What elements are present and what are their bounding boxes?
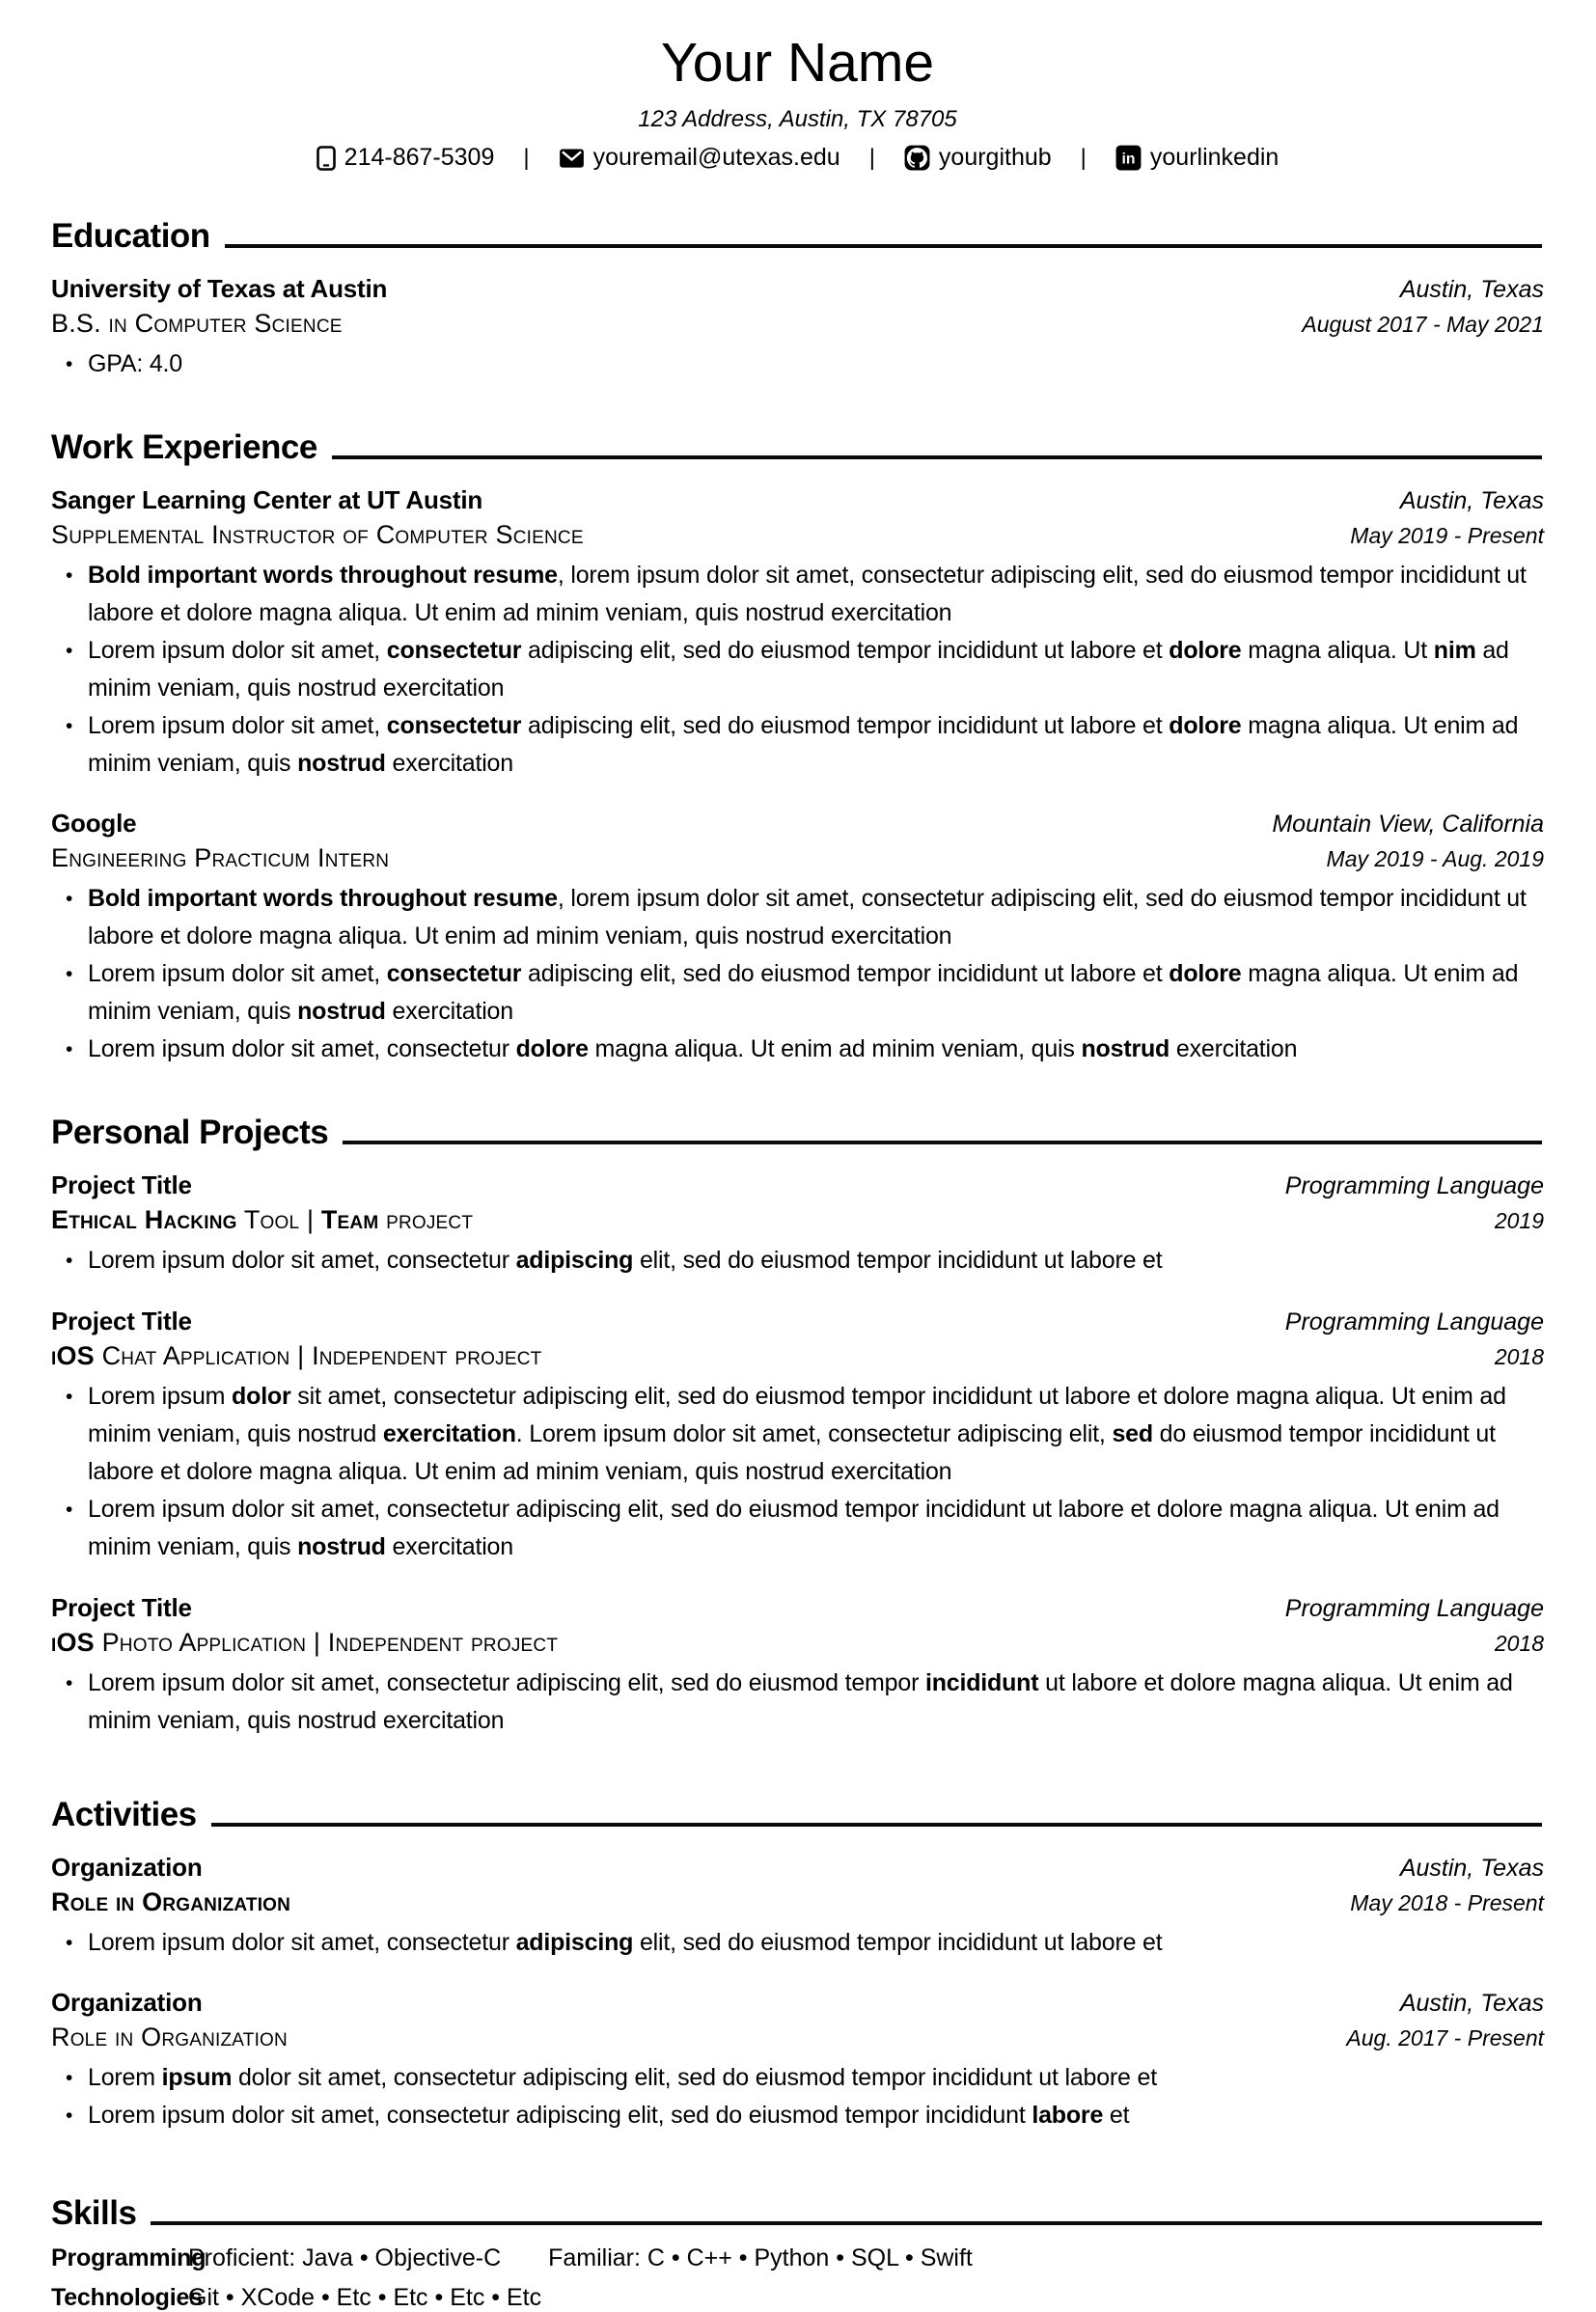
skill-row	[51, 2284, 1544, 2312]
activity-entry	[51, 1853, 1544, 1962]
linkedin-handle: yourlinkedin	[1149, 144, 1280, 171]
project-year: 2019	[1494, 1208, 1544, 1233]
section-title: Skills	[51, 2194, 137, 2232]
github-icon	[904, 145, 930, 171]
section-personal-projects	[51, 1114, 1544, 1740]
bullet-item: • Lorem ipsum dolor sit amet, consectetur adipiscing elit, sed do eiusmod tempor incididunt ut labore et dolore magna aliqua. Ut enim ad minim veniam, quis nostrud exercitation	[88, 1665, 1544, 1740]
section-title: Work Experience	[51, 428, 317, 466]
resume-header	[51, 31, 1544, 172]
bullet-item: • Lorem ipsum dolor sit amet, consectetur adipiscing elit, sed do eiusmod tempor incididunt ut labore et dolore magna aliqua. Ut enim ad minim veniam, quis nostrud exercitation. Lorem ipsum dolor sit amet, consectetur adipiscing elit, sed do eiusmod tempor incididunt ut labore et dolore magna aliqua. Ut enim ad minim veniam, quis nostrud exercitation	[88, 1378, 1544, 1491]
activity-entry	[51, 1988, 1544, 2134]
bullet-item: • Lorem ipsum dolor sit amet, consectetur adipiscing elit, sed do eiusmod tempor incididunt ut labore et dolore magna aliqua. Ut enim ad minim veniam, quis nostrud exercitation	[88, 707, 1544, 783]
project-subtitle: Ethical Hacking Tool | Team project	[51, 1205, 474, 1234]
email-icon	[559, 145, 585, 171]
organization-name: Organization	[51, 1988, 203, 2017]
section-rule	[211, 1823, 1542, 1827]
separator: |	[523, 144, 530, 171]
skill-values	[188, 2284, 541, 2312]
project-title: Project Title	[51, 1593, 192, 1622]
section-header	[51, 428, 1544, 467]
project-bullets	[51, 1242, 1544, 1280]
project-title: Project Title	[51, 1307, 192, 1335]
project-entry	[51, 1593, 1544, 1740]
phone-icon	[316, 146, 336, 171]
section-rule	[332, 455, 1542, 459]
project-entry	[51, 1307, 1544, 1566]
email-link[interactable]	[559, 144, 840, 172]
bullet-item: • Lorem ipsum dolor sit amet, consectetur adipiscing elit, sed do eiusmod tempor incididunt ut labore et	[88, 1242, 1544, 1280]
organization-name: Organization	[51, 1853, 203, 1882]
bullet-item: • Lorem ipsum dolor sit amet, consectetur adipiscing elit, sed do eiusmod tempor incididunt ut labore et dolore magna aliqua. Ut enim ad minim veniam, quis nostrud exercitation	[88, 1491, 1544, 1566]
bullet-item: • Lorem ipsum dolor sit amet, consectetur adipiscing elit, sed do eiusmod tempor incididunt ut labore et	[88, 2059, 1544, 2097]
svg-text:in: in	[1121, 151, 1136, 168]
skill-values-part: Proficient: Java • Objective-C	[188, 2244, 502, 2271]
employer-name: Sanger Learning Center at UT Austin	[51, 485, 483, 514]
skill-values-part: Familiar: C • C++ • Python • SQL • Swift	[548, 2244, 973, 2271]
activity-bullets	[51, 2059, 1544, 2134]
job-dates: May 2019 - Aug. 2019	[1326, 846, 1544, 871]
bullet-item: • Lorem ipsum dolor sit amet, consectetur adipiscing elit, sed do eiusmod tempor incididunt labore et	[88, 2097, 1544, 2134]
job-bullets	[51, 557, 1544, 783]
project-year: 2018	[1494, 1344, 1544, 1369]
section-header	[51, 1796, 1544, 1834]
bullet-item: • Lorem ipsum dolor sit amet, consectetur adipiscing elit, sed do eiusmod tempor incididunt ut labore et dolore magna aliqua. Ut enim ad minim veniam, quis nostrud exercitation	[88, 955, 1544, 1031]
section-education	[51, 217, 1544, 383]
project-language: Programming Language	[1284, 1595, 1544, 1622]
email-text: youremail@utexas.edu	[592, 144, 840, 171]
section-rule	[151, 2221, 1542, 2225]
project-subtitle: iOS Chat Application | Independent project	[51, 1341, 542, 1370]
skill-values	[188, 2244, 973, 2272]
project-language: Programming Language	[1284, 1172, 1544, 1199]
activity-bullets	[51, 1924, 1544, 1962]
education-dates: August 2017 - May 2021	[1302, 312, 1544, 337]
phone-number: 214-867-5309	[344, 144, 495, 171]
section-work-experience	[51, 428, 1544, 1068]
organization-role: Role in Organization	[51, 2023, 288, 2051]
github-handle: yourgithub	[938, 144, 1052, 171]
project-title: Project Title	[51, 1170, 192, 1199]
project-entry	[51, 1170, 1544, 1280]
section-skills	[51, 2194, 1544, 2312]
github-link[interactable]	[904, 144, 1052, 172]
project-subtitle: iOS Photo Application | Independent project	[51, 1628, 559, 1657]
organization-role: Role in Organization	[51, 1887, 291, 1916]
activity-dates: Aug. 2017 - Present	[1346, 2025, 1544, 2051]
bullet-item: • Lorem ipsum dolor sit amet, consectetur adipiscing elit, sed do eiusmod tempor incididunt ut labore et	[88, 1924, 1544, 1962]
job-dates: May 2019 - Present	[1350, 523, 1544, 548]
employer-location: Austin, Texas	[1399, 487, 1544, 514]
bullet-item: • GPA: 4.0	[88, 345, 1544, 383]
organization-location: Austin, Texas	[1399, 1855, 1544, 1882]
section-title: Education	[51, 217, 210, 255]
project-language: Programming Language	[1284, 1308, 1544, 1335]
skill-category: Technologies	[51, 2284, 203, 2311]
section-rule	[343, 1141, 1542, 1144]
section-title: Personal Projects	[51, 1114, 329, 1151]
project-bullets	[51, 1665, 1544, 1740]
school-location: Austin, Texas	[1399, 276, 1544, 303]
education-entry	[51, 274, 1544, 383]
separator: |	[868, 144, 875, 171]
phone-link[interactable]	[316, 144, 495, 172]
bullet-item: • Lorem ipsum dolor sit amet, consectetur adipiscing elit, sed do eiusmod tempor incididunt ut labore et dolore magna aliqua. Ut nim ad minim veniam, quis nostrud exercitation	[88, 632, 1544, 707]
section-activities	[51, 1796, 1544, 2134]
job-bullets	[51, 880, 1544, 1068]
skill-values-part: Git • XCode • Etc • Etc • Etc • Etc	[188, 2284, 542, 2311]
contact-line	[51, 144, 1544, 172]
bullet-item: • Lorem ipsum dolor sit amet, consectetur dolore magna aliqua. Ut enim ad minim veniam, quis nostrud exercitation	[88, 1031, 1544, 1068]
bullet-item: • Bold important words throughout resume, lorem ipsum dolor sit amet, consectetur adipiscing elit, sed do eiusmod tempor incididunt ut labore et dolore magna aliqua. Ut enim ad minim veniam, quis nostrud exercitation	[88, 557, 1544, 632]
skill-row	[51, 2244, 1544, 2272]
degree: B.S. in Computer Science	[51, 309, 343, 338]
section-header	[51, 217, 1544, 256]
section-header	[51, 2194, 1544, 2233]
address-line: 123 Address, Austin, TX 78705	[638, 106, 957, 132]
linkedin-icon	[1115, 145, 1142, 171]
work-entry	[51, 485, 1544, 783]
education-bullets	[51, 345, 1544, 383]
activity-dates: May 2018 - Present	[1350, 1890, 1544, 1915]
school-name: University of Texas at Austin	[51, 274, 388, 303]
project-bullets	[51, 1378, 1544, 1566]
skill-category: Programming	[51, 2244, 206, 2271]
linkedin-link[interactable]	[1115, 144, 1279, 172]
bullet-item: • Bold important words throughout resume, lorem ipsum dolor sit amet, consectetur adipiscing elit, sed do eiusmod tempor incididunt ut labore et dolore magna aliqua. Ut enim ad minim veniam, quis nostrud exercitation	[88, 880, 1544, 955]
person-name: Your Name	[660, 32, 935, 94]
separator: |	[1080, 144, 1087, 171]
job-title: Engineering Practicum Intern	[51, 843, 390, 872]
employer-name: Google	[51, 809, 137, 838]
organization-location: Austin, Texas	[1399, 1990, 1544, 2017]
section-header	[51, 1114, 1544, 1152]
job-title: Supplemental Instructor of Computer Science	[51, 520, 584, 549]
employer-location: Mountain View, California	[1272, 811, 1544, 838]
section-rule	[225, 244, 1542, 248]
section-title: Activities	[51, 1796, 197, 1833]
work-entry	[51, 809, 1544, 1068]
project-year: 2018	[1494, 1631, 1544, 1656]
